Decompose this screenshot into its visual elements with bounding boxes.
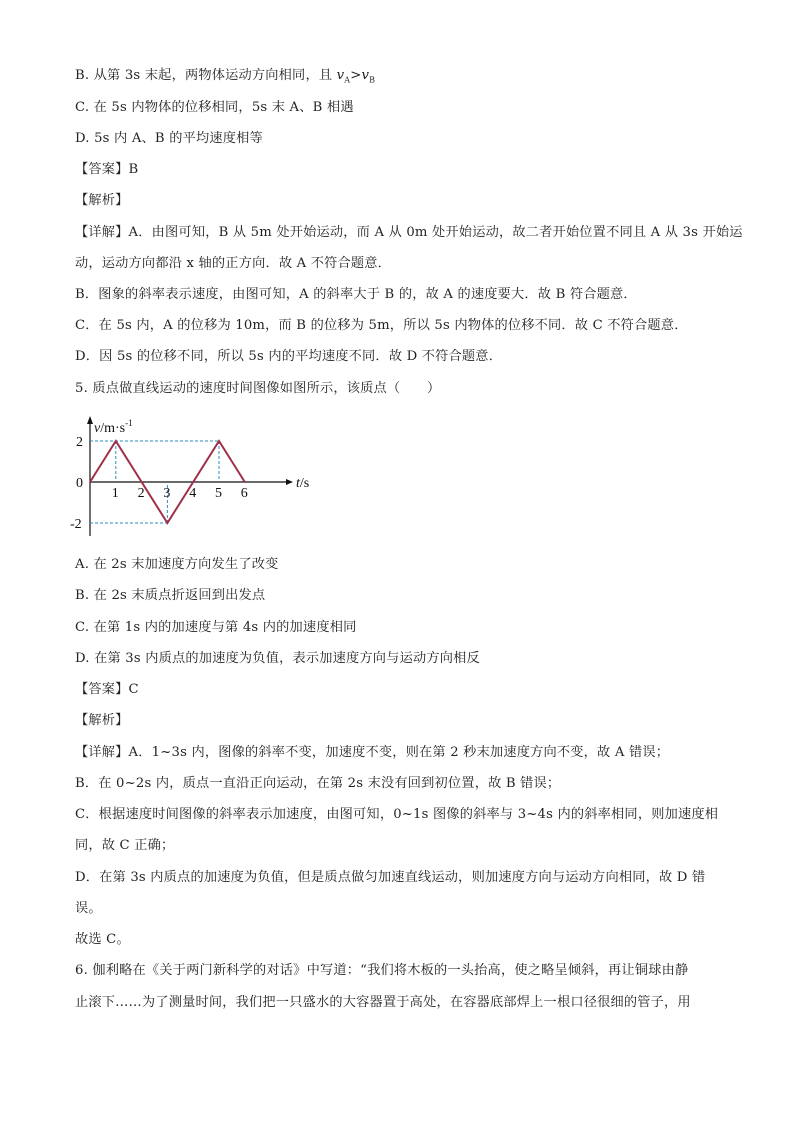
q4-detail-line-4: C．在 5s 内，A 的位移为 10m，而 B 的位移为 5m，所以 5s 内物体的位移不同．故 C 不符合题意． <box>75 318 688 333</box>
q5-option-b: B. 在 2s 末质点折返回到出发点 <box>75 588 266 603</box>
q5-detail-line-2: B．在 0~2s 内，质点一直沿正向运动，在第 2s 末没有回到初位置，故 B 错误； <box>75 776 561 791</box>
q5-detail-line-5: D．在第 3s 内质点的加速度为负值，但是质点做匀加速直线运动，则加速度方向与运动方向相同，故 D 错 <box>75 870 706 885</box>
q4-option-d: D. 5s 内 A、B 的平均速度相等 <box>75 131 263 146</box>
q5-detail-line-4: 同，故 C 正确； <box>75 838 175 853</box>
y-tick-label: 2 <box>76 435 83 450</box>
q4-answer: 【答案】B <box>75 162 139 177</box>
x-tick-label: 5 <box>215 486 222 501</box>
q5-detail-line-6: 误。 <box>75 901 102 916</box>
q5-stem: 5. 质点做直线运动的速度时间图像如图所示，该质点（ ） <box>75 381 441 396</box>
x-tick-label: 6 <box>240 486 248 501</box>
q4-analysis-heading: 【解析】 <box>75 193 129 208</box>
q5-option-d: D. 在第 3s 内质点的加速度为负值，表示加速度方向与运动方向相反 <box>75 651 480 666</box>
x-axis-label: t/s <box>296 476 310 491</box>
q6-stem-line-1: 6. 伽利略在《关于两门新科学的对话》中写道：“我们将木板的一头抬高，使之略呈倾斜，再让铜球由静 <box>75 963 689 978</box>
x-tick-label: 1 <box>111 486 119 501</box>
y-axis-label: $v/m\cdot s^{-1}$ <box>94 418 133 436</box>
q4-detail-line-1: 【详解】A．由图可知，B 从 5m 处开始运动，而 A 从 0m 处开始运动，故二者开始位置不同且 A 从 3s 开始运 <box>75 225 743 240</box>
x-tick-label: 3 <box>163 486 171 501</box>
q6-stem-line-2: 止滚下……为了测量时间，我们把一只盛水的大容器置于高处，在容器底部焊上一根口径很细的管子，用 <box>75 995 691 1010</box>
q5-detail-line-1: 【详解】A．1~3s 内，图像的斜率不变，加速度不变，则在第 2 秒末加速度方向不变，故 A 错误； <box>75 745 670 760</box>
q5-option-c: C. 在第 1s 内的加速度与第 4s 内的加速度相同 <box>75 620 357 635</box>
q5-analysis-heading: 【解析】 <box>75 713 129 728</box>
q5-answer: 【答案】C <box>75 682 139 697</box>
q4-option-b: B. 从第 3s 末起，两物体运动方向相同，且 $v_A>v_B$ <box>75 68 376 85</box>
y-tick-label: -2 <box>70 517 82 532</box>
q5-option-a: A. 在 2s 末加速度方向发生了改变 <box>75 557 279 572</box>
y-tick-label: 0 <box>76 476 83 491</box>
x-tick-label: 4 <box>189 486 197 501</box>
q4-option-c: C. 在 5s 内物体的位移相同，5s 末 A、B 相遇 <box>75 100 354 115</box>
q5-conclusion: 故选 C。 <box>75 932 130 947</box>
velocity-time-svg <box>70 412 334 542</box>
x-tick-label: 2 <box>137 486 145 501</box>
x-axis-arrow <box>286 479 293 485</box>
q4-detail-line-2: 动，运动方向都沿 x 轴的正方向．故 A 不符合题意． <box>75 256 392 271</box>
q4-detail-line-3: B．图象的斜率表示速度，由图可知，A 的斜率大于 B 的，故 A 的速度要大．故 B 符合题意． <box>75 287 637 302</box>
q5-detail-line-3: C．根据速度时间图像的斜率表示加速度，由图可知，0~1s 图像的斜率与 3~4s 内的斜率相同，则加速度相 <box>75 807 719 822</box>
q4-detail-line-5: D．因 5s 的位移不同，所以 5s 内的平均速度不同．故 D 不符合题意． <box>75 349 503 364</box>
y-axis-arrow <box>87 416 93 424</box>
velocity-time-graph <box>70 412 334 542</box>
